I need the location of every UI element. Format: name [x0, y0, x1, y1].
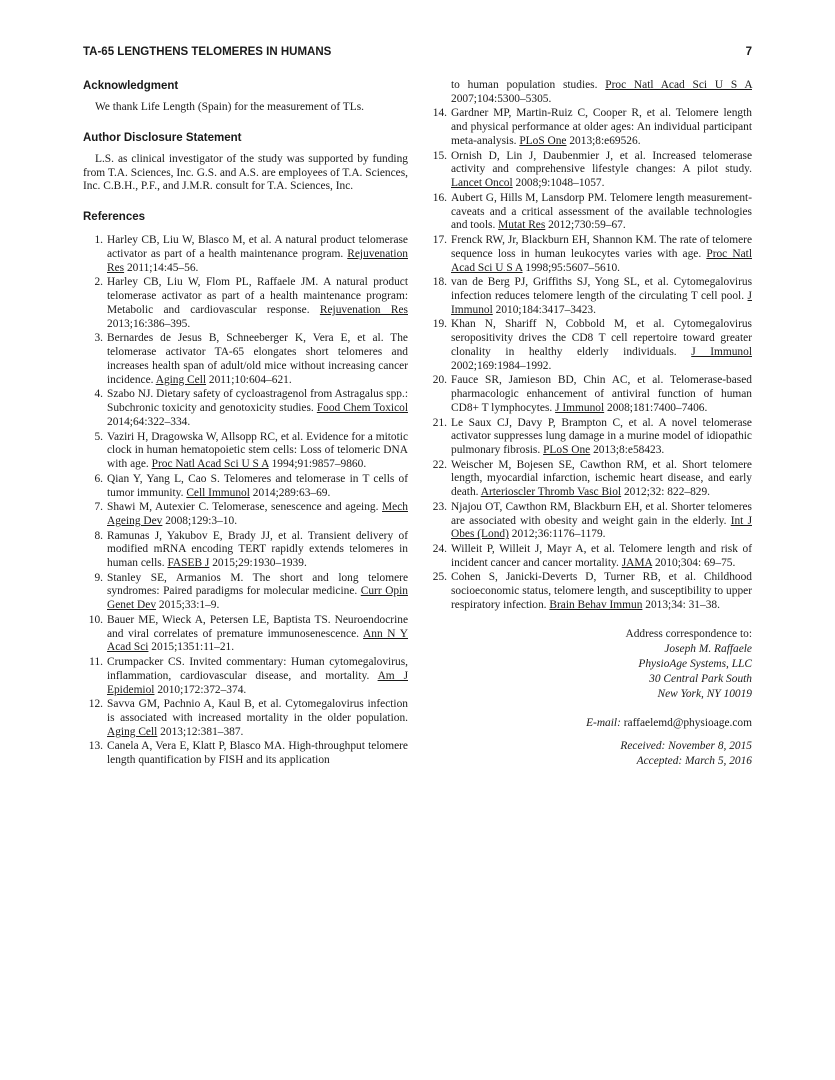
- reference-journal-link[interactable]: Int J Obes (Lond): [451, 514, 752, 541]
- reference-text: Savva GM, Pachnio A, Kaul B, et al. Cytomegalovirus infection is associated with increased mortality in the older population.: [107, 698, 408, 725]
- reference-number: 22.: [432, 458, 447, 471]
- reference-citation: 2013;34: 31–38.: [645, 599, 720, 612]
- reference-number: 11.: [89, 656, 103, 669]
- reference-citation: 2013;16:386–395.: [107, 317, 191, 330]
- reference-item: [83, 740, 408, 768]
- reference-citation: 2008;9:1048–1057.: [515, 177, 605, 190]
- reference-citation: 2012;32: 822–829.: [623, 486, 711, 499]
- reference-journal-link[interactable]: Arterioscler Thromb Vasc Biol: [480, 486, 622, 499]
- reference-number: 14.: [432, 107, 447, 120]
- reference-item: [427, 318, 752, 373]
- reference-number: 16.: [432, 191, 447, 204]
- reference-citation: 1998;95:5607–5610.: [525, 261, 620, 274]
- reference-text: Gardner MP, Martin-Ruiz C, Cooper R, et al. Telomere length and physical performance at older ages: An individual participant meta-analysis.: [451, 107, 752, 147]
- acknowledgment-heading: Acknowledgment: [83, 80, 179, 92]
- reference-text: Cohen S, Janicki-Deverts D, Turner RB, et al. Childhood socioeconomic status, telomere length, and susceptibility to upper respiratory infection.: [451, 571, 752, 612]
- reference-item: [427, 150, 752, 191]
- reference-citation: 2011;14:45–56.: [126, 261, 199, 274]
- reference-item: [83, 234, 408, 275]
- reference-item: [427, 501, 752, 542]
- reference-item: [83, 614, 408, 655]
- page-number: 7: [745, 46, 752, 58]
- reference-number: 21.: [432, 416, 447, 429]
- reference-citation: 2015;33:1–9.: [158, 599, 220, 612]
- correspondence-email-line: [427, 716, 752, 731]
- reference-number: 18.: [432, 276, 447, 289]
- disclosure-heading: Author Disclosure Statement: [83, 131, 242, 144]
- reference-journal-link[interactable]: Proc Natl Acad Sci U S A: [451, 247, 752, 274]
- reference-item: [427, 107, 752, 148]
- reference-journal-link[interactable]: Mutat Res: [498, 219, 546, 232]
- reference-item: [427, 192, 752, 233]
- reference-item: [83, 530, 408, 571]
- reference-journal-link[interactable]: Curr Opin Genet Dev: [107, 585, 408, 612]
- reference-item: [83, 473, 408, 501]
- reference-text: Khan N, Shariff N, Cobbold M, et al. Cytomegalovirus seropositivity drives the CD8 T cell repertoire toward greater clonality in healthy elderly individuals.: [451, 318, 752, 358]
- reference-item: [83, 698, 408, 739]
- acknowledgment-text: We thank Life Length (Spain) for the measurement of TLs.: [95, 101, 364, 113]
- reference-item: [83, 431, 408, 472]
- reference-text: Szabo NJ. Dietary safety of cycloastragenol from Astragalus spp.: Subchronic toxicity and genotoxicity studies.: [107, 388, 408, 415]
- reference-text: Vaziri H, Dragowska W, Allsopp RC, et al. Evidence for a mitotic clock in human hematopoietic stem cells: Loss of telomeric DNA with age.: [107, 430, 408, 471]
- reference-journal-link[interactable]: Aging Cell: [107, 725, 158, 738]
- reference-number: 3.: [94, 332, 103, 345]
- reference-citation: 2010;184:3417–3423.: [495, 303, 596, 316]
- reference-text: Harley CB, Liu W, Blasco M, et al. A natural product telomerase activator as part of a health maintenance program.: [107, 234, 408, 260]
- reference-number: 19.: [432, 318, 447, 331]
- reference-citation: 2012;36:1176–1179.: [511, 528, 606, 541]
- reference-item: [427, 417, 752, 458]
- reference-text: Shawi M, Autexier C. Telomerase, senescence and ageing.: [107, 501, 379, 514]
- reference-journal-link[interactable]: Lancet Oncol: [451, 177, 513, 190]
- reference-citation: 2008;129:3–10.: [165, 514, 238, 527]
- reference-text: Ornish D, Lin J, Daubenmier J, et al. Increased telomerase activity and comprehensive lifestyle changes: A pilot study.: [451, 149, 752, 176]
- reference-journal-link[interactable]: Aging Cell: [155, 373, 207, 386]
- reference-text: Stanley SE, Armanios M. The short and long telomere syndromes: Paired paradigms for molecular medicine.: [107, 571, 408, 598]
- reference-number: 6.: [94, 472, 103, 485]
- reference-journal-link[interactable]: FASEB J: [167, 557, 210, 570]
- reference-text: van de Berg PJ, Griffiths SJ, Yong SL, et al. Cytomegalovirus infection reduces telomere length of the circulating T cell pool.: [451, 276, 752, 302]
- reference-journal-link[interactable]: Rejuvenation Res: [319, 303, 408, 316]
- reference-text: Ramunas J, Yakubov E, Brady JJ, et al. Transient delivery of modified mRNA encoding TERT rapidly extends telomeres in human cells.: [107, 529, 408, 570]
- reference-journal-link[interactable]: J Immunol: [691, 345, 752, 358]
- reference-journal-link[interactable]: J Immunol: [555, 401, 605, 414]
- reference-text: to human population studies.: [451, 79, 598, 91]
- correspondence-org: PhysioAge Systems, LLC: [638, 657, 752, 670]
- reference-number: 9.: [94, 571, 103, 584]
- reference-journal-link[interactable]: Ann N Y Acad Sci: [107, 627, 409, 654]
- reference-text: Frenck RW, Jr, Blackburn EH, Shannon KM. The rate of telomere sequence loss in human leukocytes varies with age.: [451, 233, 752, 260]
- reference-text: Canela A, Vera E, Klatt P, Blasco MA. High-throughput telomere length quantification by FISH and its application: [107, 740, 408, 767]
- reference-item: [83, 501, 408, 529]
- reference-journal-link[interactable]: Brain Behav Immun: [549, 599, 643, 612]
- reference-number: 17.: [432, 233, 447, 246]
- reference-citation: 2015;29:1930–1939.: [212, 557, 307, 570]
- reference-text: Harley CB, Liu W, Flom PL, Raffaele JM. A natural product telomerase activator as part of a health maintenance program: Metabolic and cardiovascular response.: [107, 276, 408, 316]
- running-header: [83, 46, 752, 62]
- disclosure-text: L.S. as clinical investigator of the study was supported by funding from T.A. Sciences, Inc. G.S. and A.S. are employees of T.A. Sciences, Inc. C.B.H., P.F., and J.M.R. consult for T.A. Sciences, Inc.: [83, 152, 408, 193]
- reference-citation: 2002;169:1984–1992.: [451, 359, 552, 372]
- reference-item: [427, 374, 752, 415]
- reference-item: [427, 459, 752, 500]
- reference-citation: 1994;91:9857–9860.: [271, 458, 367, 471]
- right-column: [427, 79, 752, 769]
- reference-journal-link[interactable]: J Immunol: [451, 289, 752, 316]
- reference-journal-link[interactable]: Mech Ageing Dev: [107, 501, 408, 527]
- reference-number: 7.: [94, 501, 103, 514]
- reference-journal-link[interactable]: Food Chem Toxicol: [316, 402, 408, 415]
- reference-journal-link[interactable]: PLoS One: [519, 134, 567, 147]
- reference-text: Aubert G, Hills M, Lansdorp PM. Telomere length measurement-caveats and a critical assessment of the available technologies and tools.: [451, 191, 752, 232]
- reference-item: [83, 656, 408, 697]
- reference-journal-link[interactable]: Rejuvenation Res: [107, 247, 408, 274]
- reference-citation: 2013;8:e58423.: [593, 444, 665, 457]
- reference-citation: 2013;8:e69526.: [569, 134, 641, 147]
- reference-citation: 2011;10:604–621.: [208, 373, 292, 386]
- running-title: TA-65 LENGTHENS TELOMERES IN HUMANS: [83, 46, 332, 58]
- reference-item: [427, 571, 752, 612]
- reference-journal-link[interactable]: JAMA: [621, 556, 653, 569]
- correspondence-name: Joseph M. Raffaele: [664, 642, 752, 655]
- left-column: [83, 79, 408, 769]
- reference-number: 10.: [88, 613, 103, 626]
- reference-number: 20.: [432, 374, 447, 387]
- reference-text: Njajou OT, Cawthon RM, Blackburn EH, et al. Shorter telomeres are associated with obesity and weight gain in the elderly.: [451, 500, 752, 527]
- reference-number: 5.: [94, 430, 103, 443]
- reference-item: [83, 388, 408, 429]
- email-label: E-mail:: [586, 716, 621, 729]
- reference-item: [83, 276, 408, 331]
- reference-citation: 2010;172:372–374.: [157, 683, 247, 696]
- correspondence-street: 30 Central Park South: [649, 672, 752, 685]
- reference-number: 4.: [94, 388, 103, 401]
- reference-text: Qian Y, Yang L, Cao S. Telomeres and telomerase in T cells of tumor immunity.: [107, 472, 408, 499]
- reference-journal-link[interactable]: Proc Natl Acad Sci U S A: [605, 79, 752, 91]
- reference-list-left: [83, 234, 408, 768]
- reference-citation: 2008;181:7400–7406.: [607, 401, 708, 414]
- reference-item: [427, 543, 752, 571]
- reference-citation: 2015;1351:11–21.: [151, 641, 235, 654]
- reference-journal-link[interactable]: PLoS One: [543, 444, 591, 457]
- reference-citation: 2014;64:322–334.: [107, 415, 191, 428]
- reference-text: Le Saux CJ, Davy P, Brampton C, et al. A novel telomerase activator suppresses lung damage in a murine model of idiopathic pulmonary fibrosis.: [451, 416, 752, 457]
- reference-list-right: [427, 79, 752, 613]
- reference-number: 8.: [94, 529, 103, 542]
- reference-number: 13.: [88, 740, 103, 753]
- reference-item: [427, 79, 752, 107]
- reference-number: 24.: [432, 543, 447, 556]
- reference-citation: 2010;304: 69–75.: [654, 556, 736, 569]
- reference-item: [83, 332, 408, 387]
- reference-text: Bernardes de Jesus B, Schneeberger K, Vera E, et al. The telomerase activator TA-65 elongates short telomeres and increases health span of adult/old mice without increasing cancer incidence.: [107, 332, 408, 386]
- references-heading: References: [83, 211, 146, 224]
- email-link[interactable]: raffaelemd@physioage.com: [623, 716, 752, 729]
- reference-item: [427, 276, 752, 317]
- reference-journal-link[interactable]: Am J Epidemiol: [107, 669, 408, 696]
- reference-item: [427, 234, 752, 275]
- reference-citation: 2013;12:381–387.: [160, 725, 244, 738]
- reference-journal-link[interactable]: Cell Immunol: [186, 486, 250, 499]
- reference-text: Fauce SR, Jamieson BD, Chin AC, et al. Telomerase-based pharmacologic enhancement of antiviral function of human CD8+ T lymphocytes.: [451, 374, 752, 414]
- correspondence-label: Address correspondence to:: [625, 627, 752, 640]
- correspondence-block: [427, 627, 752, 769]
- reference-item: [83, 572, 408, 613]
- reference-text: Weischer M, Bojesen SE, Cawthon RM, et al. Short telomere length, myocardial infarction, ischemic heart disease, and early death.: [451, 458, 752, 499]
- reference-text: Crumpacker CS. Invited commentary: Human cytomegalovirus, inflammation, cardiovascular disease, and mortality.: [107, 656, 408, 682]
- reference-number: 12.: [88, 698, 103, 711]
- reference-number: 15.: [432, 149, 447, 162]
- reference-text: Willeit P, Willeit J, Mayr A, et al. Telomere length and risk of incident cancer and cancer mortality.: [451, 543, 752, 569]
- reference-text: Bauer ME, Wieck A, Petersen LE, Baptista TS. Neuroendocrine and viral correlates of premature immunosenescence.: [107, 613, 408, 640]
- correspondence-city: New York, NY 10019: [657, 687, 752, 700]
- reference-number: 23.: [432, 500, 447, 513]
- reference-journal-link[interactable]: Proc Natl Acad Sci U S A: [151, 458, 269, 471]
- reference-citation: 2012;730:59–67.: [548, 219, 626, 232]
- accepted-date: Accepted: March 5, 2016: [636, 754, 752, 767]
- reference-citation: 2007;104:5300–5305.: [451, 92, 552, 105]
- reference-citation: 2014;289:63–69.: [252, 486, 331, 499]
- received-date: Received: November 8, 2015: [620, 739, 752, 752]
- reference-number: 2.: [94, 276, 103, 289]
- reference-number: 1.: [94, 234, 103, 247]
- reference-number: 25.: [432, 571, 447, 584]
